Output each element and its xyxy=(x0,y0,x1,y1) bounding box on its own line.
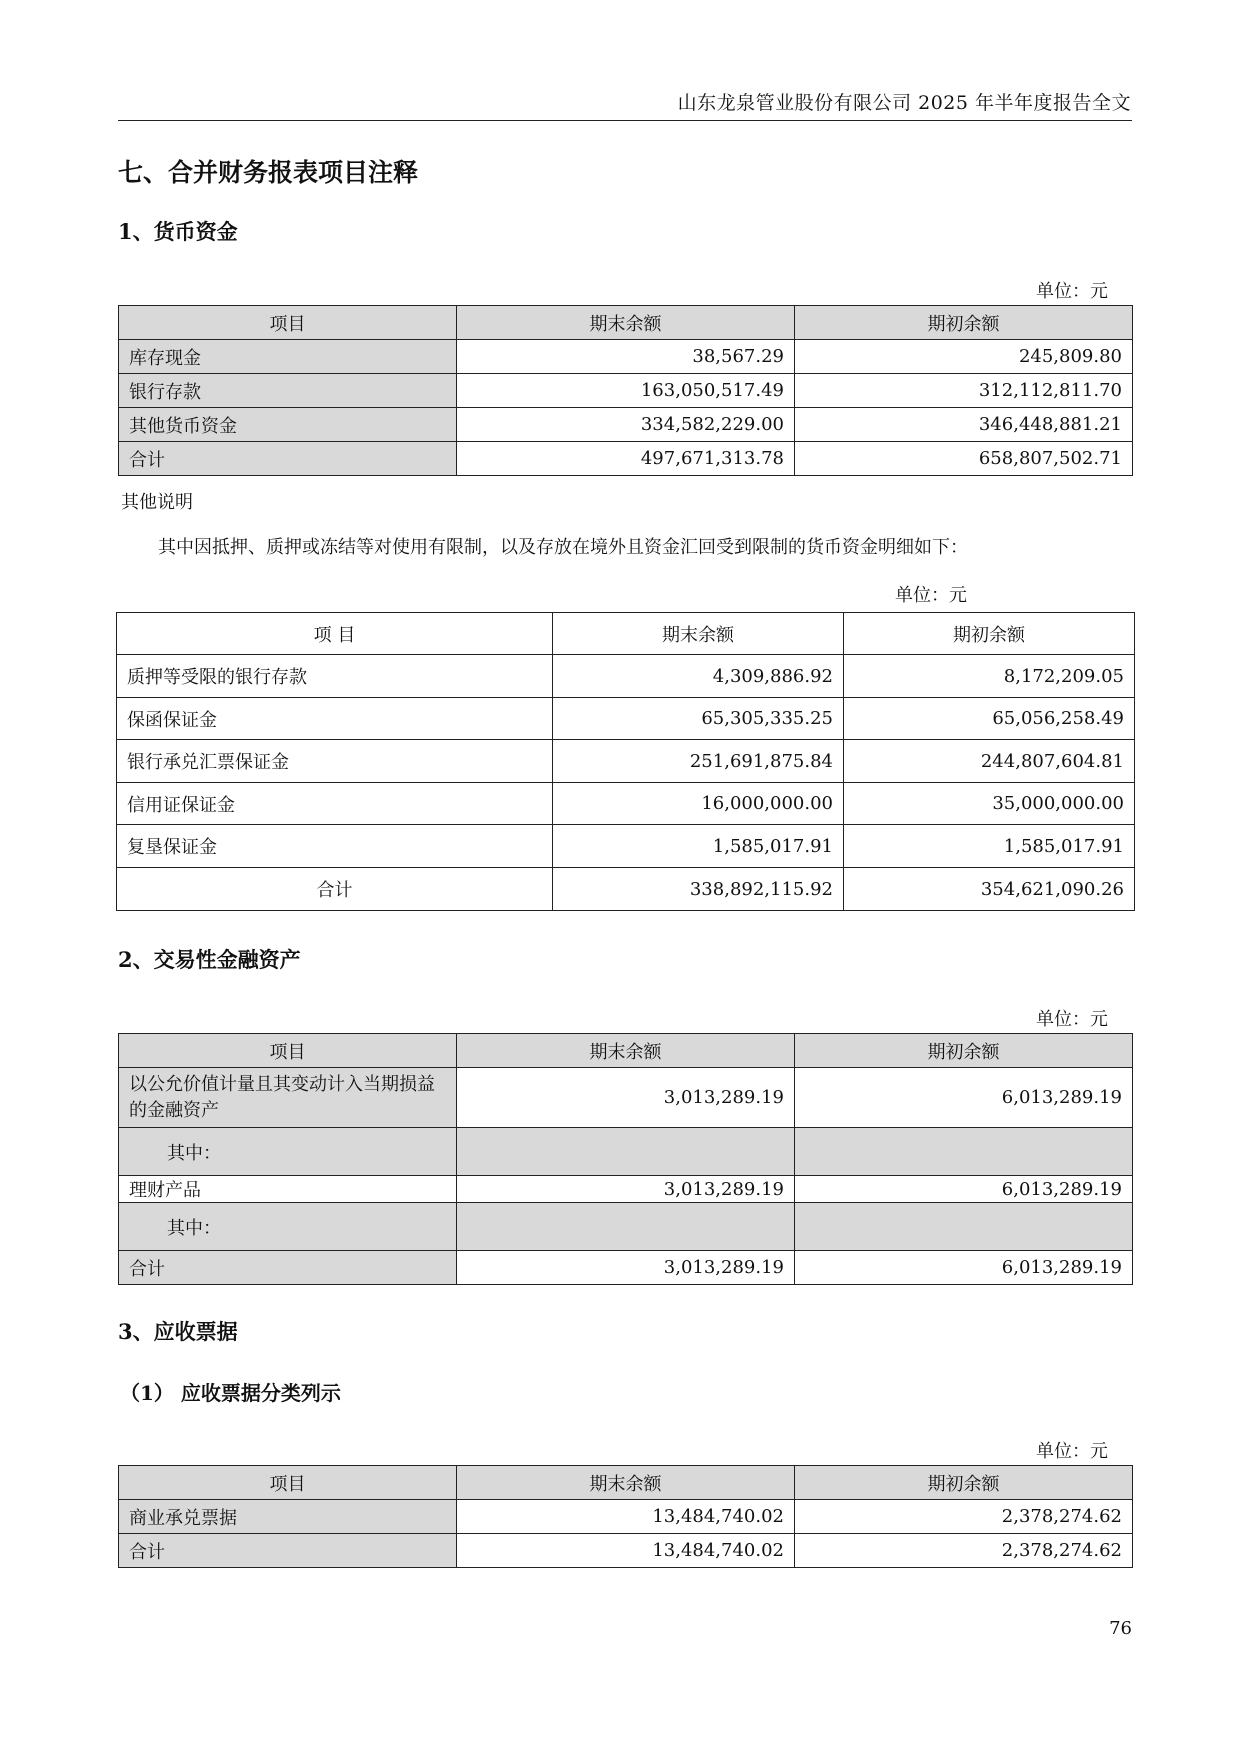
row-label: 合计 xyxy=(117,868,553,911)
row-label: 其中： xyxy=(119,1128,457,1176)
trading-assets-table xyxy=(118,1033,1133,1285)
table-row xyxy=(119,1176,1133,1203)
section-1-unit: 单位：元 xyxy=(1036,281,1108,302)
begin-balance: 312,112,811.70 xyxy=(795,374,1133,408)
row-label: 其中： xyxy=(119,1203,457,1251)
empty-cell xyxy=(795,1128,1133,1176)
table-row xyxy=(117,698,1135,740)
col-header-item: 项目 xyxy=(119,1034,457,1068)
row-label: 银行承兑汇票保证金 xyxy=(117,740,553,783)
col-header-begin-balance: 期初余额 xyxy=(844,613,1135,655)
end-balance: 497,671,313.78 xyxy=(457,442,795,476)
table-row xyxy=(117,783,1135,825)
table-row xyxy=(117,655,1135,698)
end-balance: 16,000,000.00 xyxy=(553,783,844,825)
row-label: 合计 xyxy=(119,442,457,476)
row-label: 商业承兑票据 xyxy=(119,1500,457,1534)
row-label: 以公允价值计量且其变动计入当期损益的金融资产 xyxy=(119,1068,457,1128)
end-balance: 13,484,740.02 xyxy=(457,1534,795,1568)
begin-balance: 245,809.80 xyxy=(795,340,1133,374)
end-balance: 13,484,740.02 xyxy=(457,1500,795,1534)
begin-balance: 6,013,289.19 xyxy=(795,1251,1133,1285)
table-row-total xyxy=(119,1534,1133,1568)
begin-balance: 2,378,274.62 xyxy=(795,1500,1133,1534)
col-header-end-balance: 期末余额 xyxy=(457,1466,795,1500)
section-title: 七、合并财务报表项目注释 xyxy=(118,158,419,187)
end-balance: 1,585,017.91 xyxy=(553,825,844,868)
table-row xyxy=(119,408,1133,442)
row-label: 质押等受限的银行存款 xyxy=(117,655,553,698)
row-label: 合计 xyxy=(119,1251,457,1285)
end-balance: 3,013,289.19 xyxy=(457,1068,795,1128)
table-row xyxy=(119,340,1133,374)
col-header-end-balance: 期末余额 xyxy=(457,306,795,340)
col-header-begin-balance: 期初余额 xyxy=(795,1034,1133,1068)
begin-balance: 354,621,090.26 xyxy=(844,868,1135,911)
begin-balance: 6,013,289.19 xyxy=(795,1068,1133,1128)
table-row xyxy=(119,1500,1133,1534)
restricted-cash-table xyxy=(116,612,1135,911)
row-label: 银行存款 xyxy=(119,374,457,408)
col-header-end-balance: 期末余额 xyxy=(553,613,844,655)
empty-cell xyxy=(457,1128,795,1176)
cash-table xyxy=(118,305,1133,476)
begin-balance: 35,000,000.00 xyxy=(844,783,1135,825)
table-row xyxy=(119,1203,1133,1251)
end-balance: 38,567.29 xyxy=(457,340,795,374)
begin-balance: 244,807,604.81 xyxy=(844,740,1135,783)
end-balance: 338,892,115.92 xyxy=(553,868,844,911)
table-row-total xyxy=(117,868,1135,911)
begin-balance: 6,013,289.19 xyxy=(795,1176,1133,1203)
other-notes-body: 其中因抵押、质押或冻结等对使用有限制，以及存放在境外且资金汇回受到限制的货币资金明细如下： xyxy=(158,537,968,558)
section-1-title: 1、货币资金 xyxy=(118,219,238,244)
section-3-title: 3、应收票据 xyxy=(118,1319,238,1344)
empty-cell xyxy=(457,1203,795,1251)
row-label: 合计 xyxy=(119,1534,457,1568)
end-balance: 163,050,517.49 xyxy=(457,374,795,408)
col-header-item: 项目 xyxy=(119,306,457,340)
report-header: 山东龙泉管业股份有限公司 2025 年半年度报告全文 xyxy=(677,92,1131,114)
header-rule xyxy=(118,120,1132,121)
notes-receivable-table xyxy=(118,1465,1133,1568)
section-3-subtitle: （1） 应收票据分类列示 xyxy=(120,1381,341,1405)
row-label: 复垦保证金 xyxy=(117,825,553,868)
begin-balance: 658,807,502.71 xyxy=(795,442,1133,476)
end-balance: 334,582,229.00 xyxy=(457,408,795,442)
section-2-title: 2、交易性金融资产 xyxy=(118,947,301,972)
end-balance: 251,691,875.84 xyxy=(553,740,844,783)
section-2-unit: 单位：元 xyxy=(1036,1009,1108,1030)
begin-balance: 1,585,017.91 xyxy=(844,825,1135,868)
col-header-item: 项 目 xyxy=(117,613,553,655)
table-row xyxy=(117,740,1135,783)
page-number: 76 xyxy=(1109,1618,1132,1639)
empty-cell xyxy=(795,1203,1133,1251)
row-label: 信用证保证金 xyxy=(117,783,553,825)
col-header-end-balance: 期末余额 xyxy=(457,1034,795,1068)
row-label: 库存现金 xyxy=(119,340,457,374)
col-header-begin-balance: 期初余额 xyxy=(795,1466,1133,1500)
begin-balance: 346,448,881.21 xyxy=(795,408,1133,442)
col-header-item: 项目 xyxy=(119,1466,457,1500)
table-row-total xyxy=(119,442,1133,476)
restricted-unit: 单位：元 xyxy=(895,585,967,606)
begin-balance: 65,056,258.49 xyxy=(844,698,1135,740)
other-notes-title: 其他说明 xyxy=(121,492,193,513)
row-label: 理财产品 xyxy=(119,1176,457,1203)
end-balance: 65,305,335.25 xyxy=(553,698,844,740)
end-balance: 3,013,289.19 xyxy=(457,1176,795,1203)
begin-balance: 8,172,209.05 xyxy=(844,655,1135,698)
section-3-unit: 单位：元 xyxy=(1036,1441,1108,1462)
row-label: 其他货币资金 xyxy=(119,408,457,442)
end-balance: 4,309,886.92 xyxy=(553,655,844,698)
table-row-total xyxy=(119,1251,1133,1285)
table-row xyxy=(119,1068,1133,1128)
table-row xyxy=(117,825,1135,868)
begin-balance: 2,378,274.62 xyxy=(795,1534,1133,1568)
end-balance: 3,013,289.19 xyxy=(457,1251,795,1285)
col-header-begin-balance: 期初余额 xyxy=(795,306,1133,340)
table-row xyxy=(119,1128,1133,1176)
row-label: 保函保证金 xyxy=(117,698,553,740)
table-row xyxy=(119,374,1133,408)
